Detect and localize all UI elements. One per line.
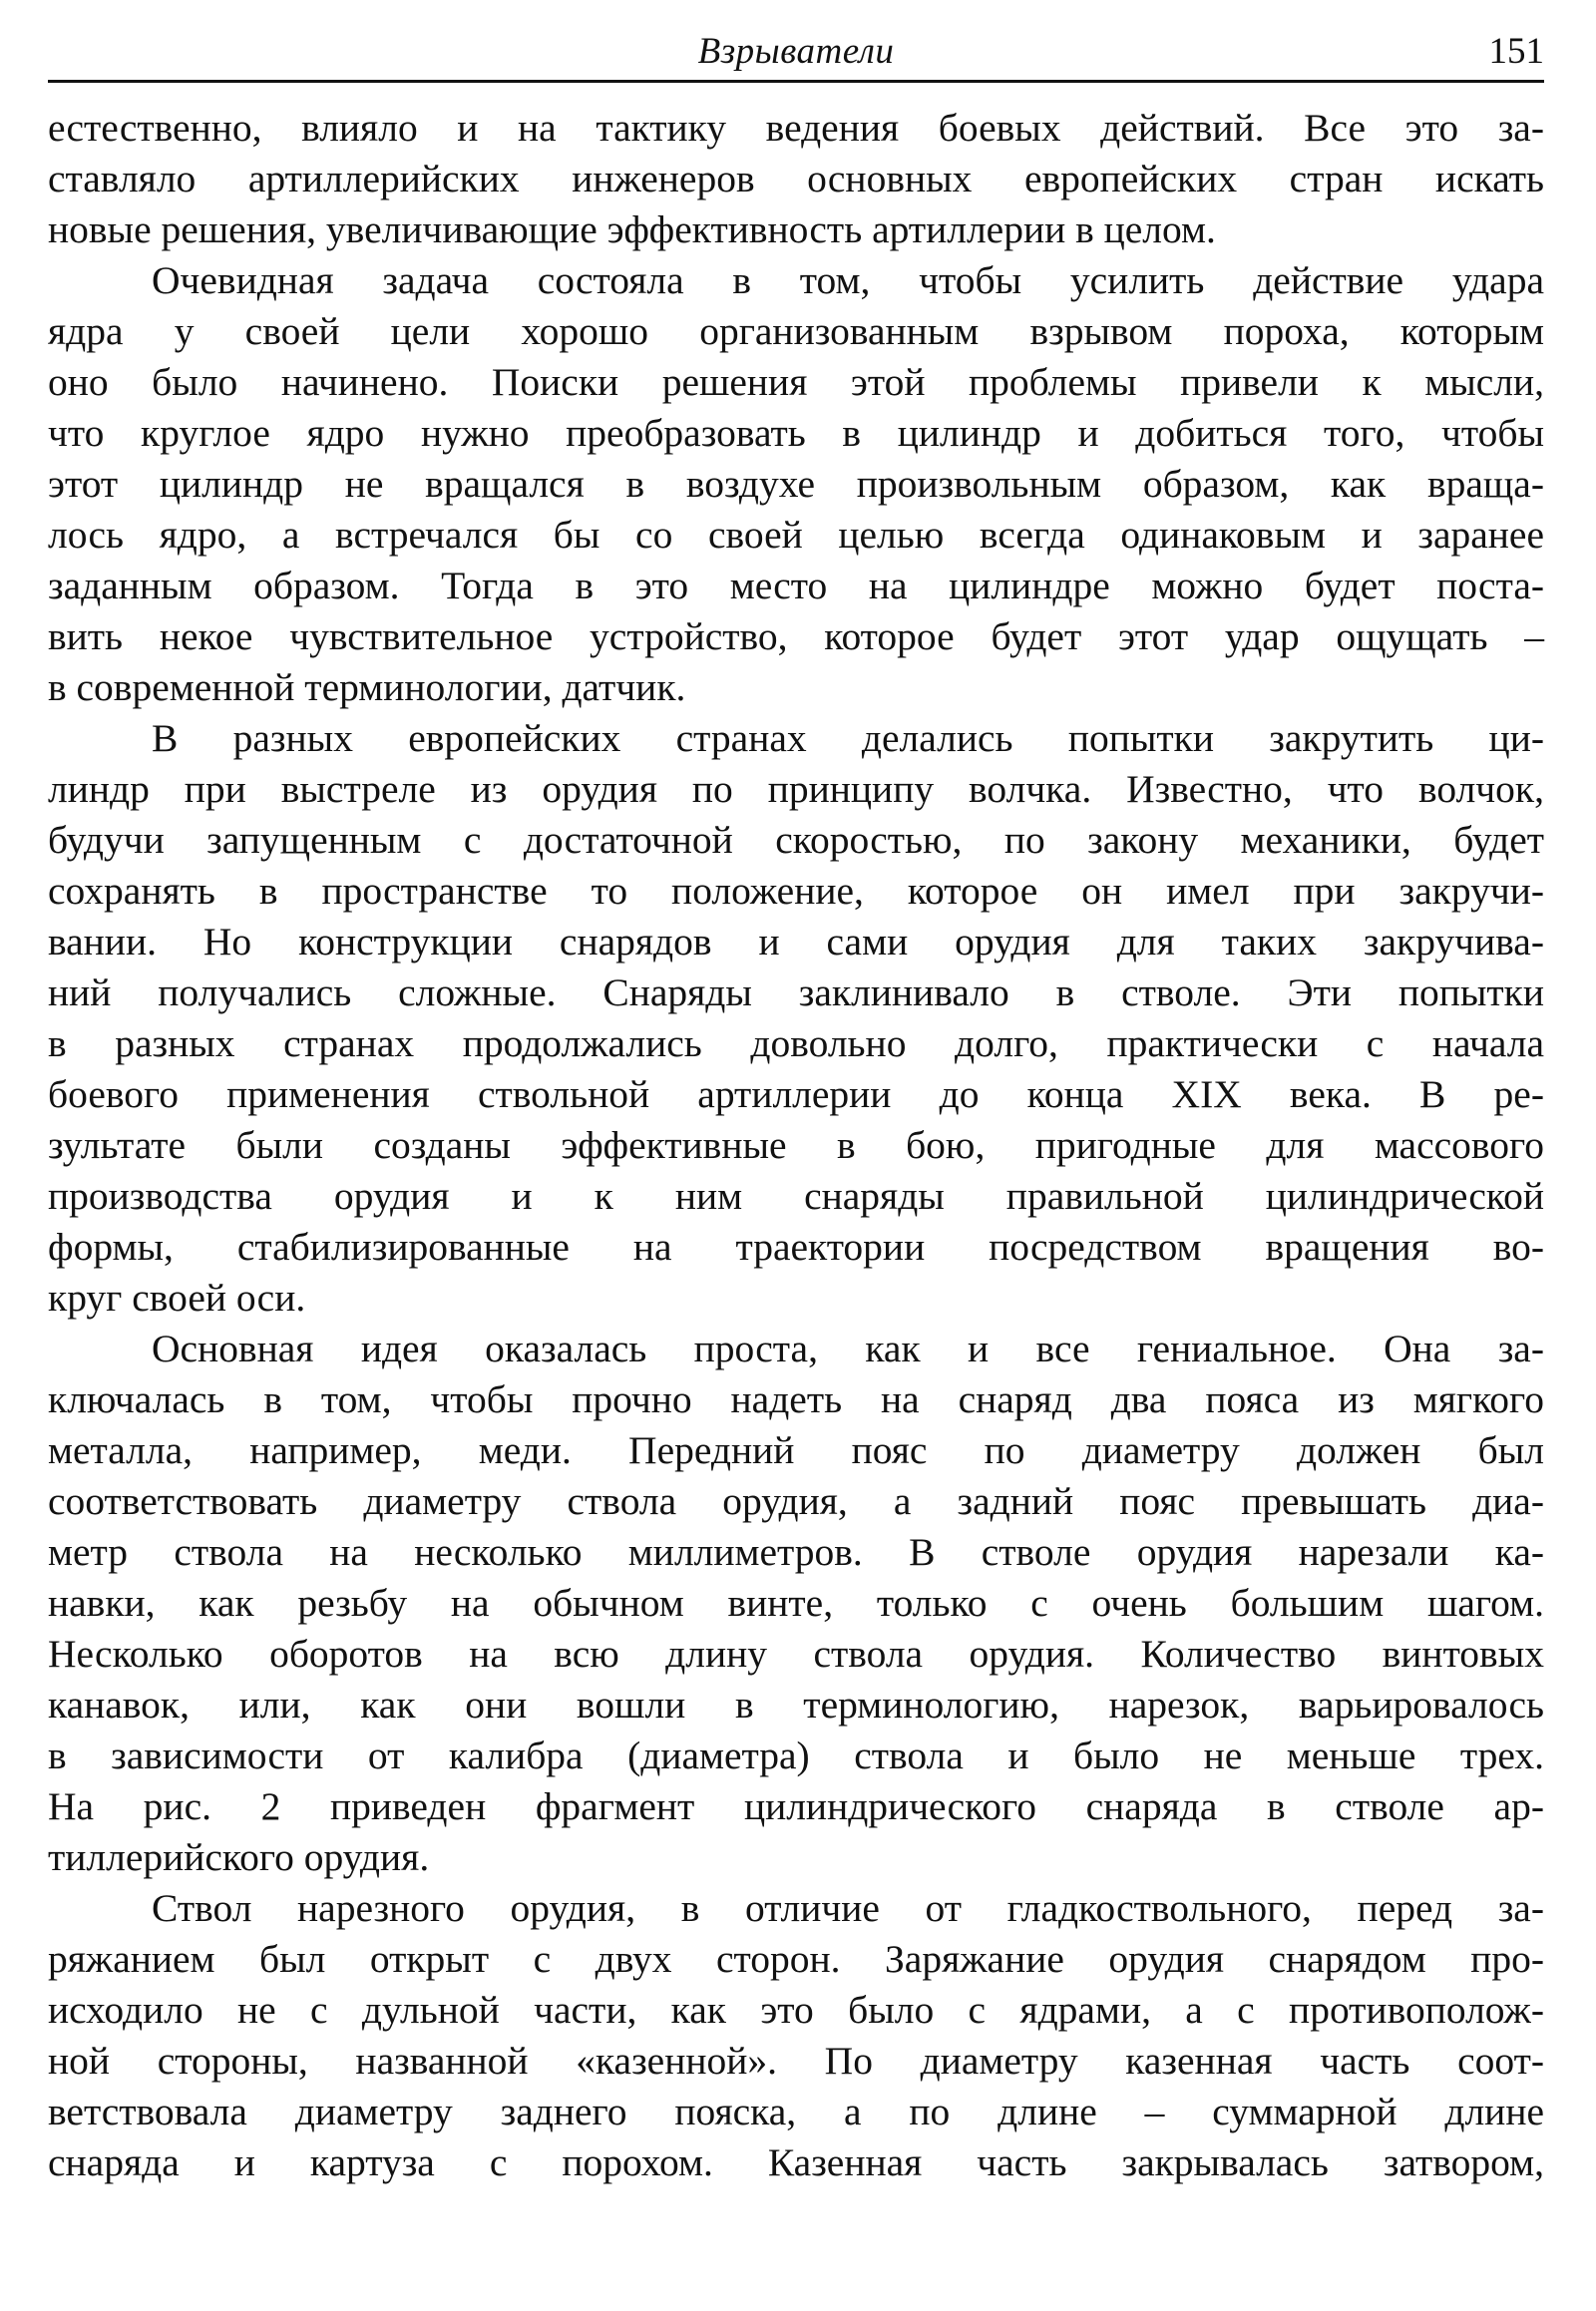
text-line: будучи запущенным с достаточной скоростью, по закону механики, будет xyxy=(48,818,1544,862)
text-line: оно было начинено. Поиски решения этой проблемы привели к мысли, xyxy=(48,360,1544,404)
text-line: соответствовать диаметру ствола орудия, а задний пояс превышать диа- xyxy=(48,1479,1544,1523)
text-line: этот цилиндр не вращался в воздухе произвольным образом, как враща- xyxy=(48,462,1544,506)
text-line: исходило не с дульной части, как это было с ядрами, а с противополож- xyxy=(48,1988,1544,2032)
text-line: формы, стабилизированные на траектории посредством вращения во- xyxy=(48,1225,1544,1269)
text-line: На рис. 2 приведен фрагмент цилиндрического снаряда в стволе ар- xyxy=(48,1784,1544,1828)
text-line: вании. Но конструкции снарядов и сами орудия для таких закручива- xyxy=(48,920,1544,963)
paragraph xyxy=(48,1324,1544,1883)
text-line: снаряда и картуза с порохом. Казенная часть закрывалась затвором, xyxy=(48,2140,1544,2184)
text-line: боевого применения ствольной артиллерии до конца XIX века. В ре- xyxy=(48,1072,1544,1116)
text-line: сохранять в пространстве то положение, которое он имел при закручи- xyxy=(48,869,1544,913)
text-line: в зависимости от калибра (диаметра) ствола и было не меньше трех. xyxy=(48,1733,1544,1777)
text-line: тиллерийского орудия. xyxy=(48,1835,430,1879)
text-line: ставляло артиллерийских инженеров основных европейских стран искать xyxy=(48,157,1544,200)
text-line: естественно, влияло и на тактику ведения боевых действий. Все это за- xyxy=(48,106,1544,150)
running-header xyxy=(48,22,1544,83)
chapter-title: Взрыватели xyxy=(697,31,895,72)
text-line: что круглое ядро нужно преобразовать в цилиндр и добиться того, чтобы xyxy=(48,411,1544,455)
text-line: новые решения, увеличивающие эффективность артиллерии в целом. xyxy=(48,207,1216,251)
text-line: ряжанием был открыт с двух сторон. Заряжание орудия снарядом про- xyxy=(48,1937,1544,1981)
text-line: в современной терминологии, датчик. xyxy=(48,665,686,709)
text-line: ной стороны, названной «казенной». По диаметру казенная часть соот- xyxy=(48,2039,1544,2083)
text-line: ключалась в том, чтобы прочно надеть на снаряд два пояса из мягкого xyxy=(48,1377,1544,1421)
text-line: производства орудия и к ним снаряды правильной цилиндрической xyxy=(48,1174,1544,1218)
body-text xyxy=(48,103,1544,2188)
text-line: в разных странах продолжались довольно долго, практически с начала xyxy=(48,1021,1544,1065)
text-line: ядра у своей цели хорошо организованным взрывом пороха, которым xyxy=(48,309,1544,353)
text-line: линдр при выстреле из орудия по принципу волчка. Известно, что волчок, xyxy=(48,767,1544,811)
text-line: ветствовала диаметру заднего пояска, а по длине – суммарной длине xyxy=(48,2090,1544,2133)
text-line: заданным образом. Тогда в это место на цилиндре можно будет поста- xyxy=(48,564,1544,607)
paragraph xyxy=(48,255,1544,713)
paragraph xyxy=(48,713,1544,1324)
text-line: Основная идея оказалась проста, как и все гениальное. Она за- xyxy=(152,1327,1544,1370)
text-line: В разных европейских странах делались попытки закрутить ци- xyxy=(152,716,1544,760)
text-line: канавок, или, как они вошли в терминологию, нарезок, варьировалось xyxy=(48,1683,1544,1727)
paragraph xyxy=(48,1883,1544,2188)
text-line: навки, как резьбу на обычном винте, только с очень большим шагом. xyxy=(48,1581,1544,1625)
text-line: лось ядро, а встречался бы со своей целью всегда одинаковым и заранее xyxy=(48,513,1544,557)
paragraph xyxy=(48,103,1544,255)
text-line: вить некое чувствительное устройство, которое будет этот удар ощущать – xyxy=(48,614,1544,658)
text-line: Очевидная задача состояла в том, чтобы усилить действие удара xyxy=(152,258,1544,302)
book-page xyxy=(48,22,1544,2188)
text-line: метр ствола на несколько миллиметров. В стволе орудия нарезали ка- xyxy=(48,1530,1544,1574)
page-number: 151 xyxy=(1488,31,1544,72)
text-line: Ствол нарезного орудия, в отличие от гладкоствольного, перед за- xyxy=(152,1886,1544,1930)
text-line: Несколько оборотов на всю длину ствола орудия. Количество винтовых xyxy=(48,1632,1544,1676)
text-line: круг своей оси. xyxy=(48,1276,306,1320)
text-line: зультате были созданы эффективные в бою, пригодные для массового xyxy=(48,1123,1544,1167)
text-line: ний получались сложные. Снаряды заклинивало в стволе. Эти попытки xyxy=(48,970,1544,1014)
text-line: металла, например, меди. Передний пояс по диаметру должен был xyxy=(48,1428,1544,1472)
